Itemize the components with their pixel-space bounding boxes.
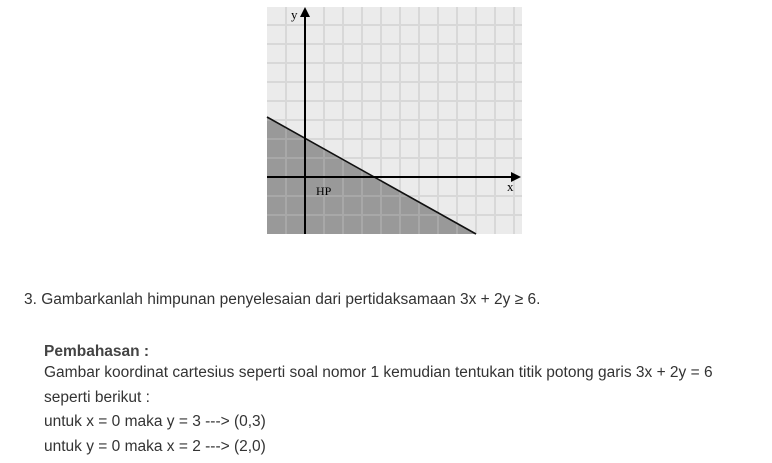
region-label: HP (316, 184, 332, 198)
solution-line-3: untuk x = 0 maka y = 3 ---> (0,3) (44, 413, 266, 430)
solution-body (44, 361, 754, 459)
solution-line-2: seperti berikut : (44, 388, 150, 406)
solution-line-1: Gambar koordinat cartesius seperti soal nomor 1 kemudian tentukan titik potong garis 3x + 2y = 6 (44, 364, 713, 381)
x-axis-label: x (507, 179, 514, 194)
solution-line-4: untuk y = 0 maka x = 2 ---> (2,0) (44, 437, 266, 455)
y-axis-label: y (291, 7, 298, 22)
question-text: 3. Gambarkanlah himpunan penyelesaian dari pertidaksamaan 3x + 2y ≥ 6. (24, 291, 541, 308)
solution-heading: Pembahasan : (44, 343, 150, 360)
